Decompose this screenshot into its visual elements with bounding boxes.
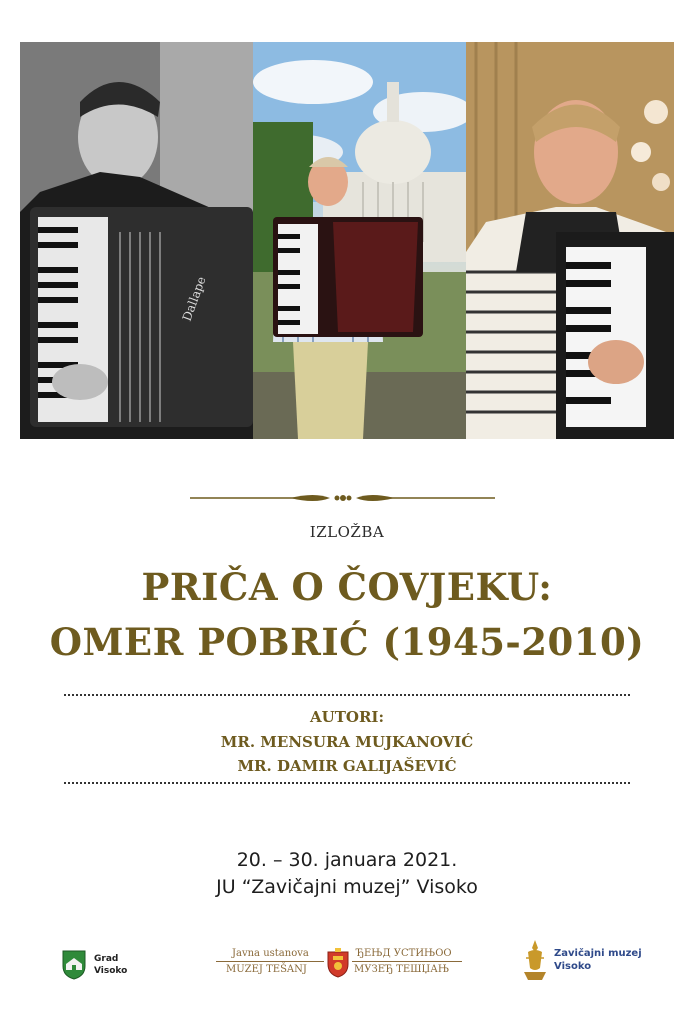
tesanj-latin-top: Javna ustanova [232, 948, 309, 959]
event-dates: 20. – 30. januara 2021. [236, 849, 458, 871]
decorative-divider-ornament [190, 489, 495, 507]
svg-text:Dallape: Dallape [179, 274, 209, 324]
tesanj-rule-left [216, 961, 324, 962]
dotted-divider-top [64, 694, 630, 696]
grad-visoko-logo [62, 950, 127, 980]
dotted-divider-bottom [64, 782, 630, 784]
museum-emblem-icon [522, 938, 548, 982]
photo-young-accordionist [20, 42, 253, 439]
exhibition-title-line1: PRIČA O ČOVJEKU: [141, 565, 553, 609]
grad-logo-line1: Grad [94, 954, 119, 964]
tesanj-bosancica-top: ЂEЊД УСТИЊОО [356, 948, 452, 959]
muzej-tesanj-logo [216, 946, 462, 984]
zavicajni-logo-line1: Zavičajni muzej [554, 948, 642, 959]
author-name: MR. DAMIR GALIJAŠEVIĆ [237, 757, 457, 775]
event-venue: JU “Zavičajni muzej” Visoko [216, 876, 478, 898]
author-name: MR. MENSURA MUJKANOVIĆ [220, 733, 474, 751]
zavicajni-muzej-logo [522, 938, 642, 982]
grad-logo-line2: Visoko [94, 966, 128, 976]
photo-folk-costume-accordionist [466, 42, 674, 439]
authors-heading: AUTORI: [310, 708, 384, 726]
tesanj-crest-icon [327, 948, 349, 978]
tesanj-rule-right [352, 961, 462, 962]
tesanj-latin-bottom: MUZEJ TEŠANJ [226, 964, 307, 975]
exhibition-title-line2: OMER POBRIĆ (1945-2010) [49, 620, 645, 664]
zavicajni-logo-line2: Visoko [554, 961, 592, 972]
coat-of-arms-icon [62, 950, 86, 980]
exhibition-label: IZLOŽBA [309, 523, 385, 541]
photo-collage [20, 42, 674, 439]
tesanj-bosancica-bottom: МУЗЕЂ ТЕШЏАЊ [354, 964, 450, 975]
photo-capitol-accordionist [253, 42, 466, 439]
